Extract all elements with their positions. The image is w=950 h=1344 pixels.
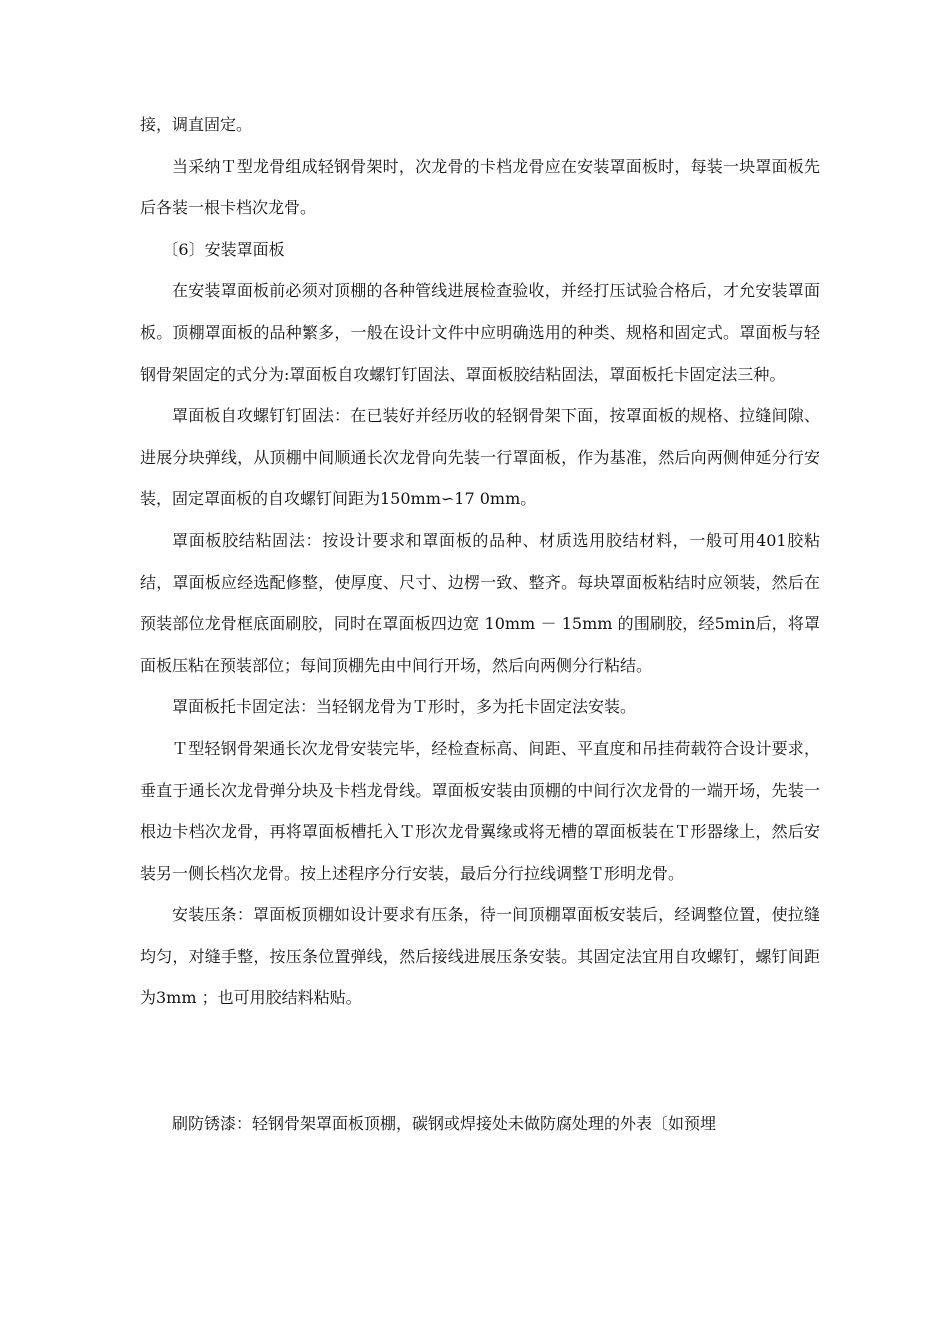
document-body <box>140 104 820 1145</box>
paragraph-t-frame-installation: Ｔ型轻钢骨架通长次龙骨安装完毕，经检查标高、间距、平直度和吊挂荷载符合设计要求，垂直于通长次龙骨弹分块及卡档龙骨线。罩面板安装由顶棚的中间行次龙骨的一端开场，先装一根边卡档次龙骨，再将罩面板槽托入Ｔ形次龙骨翼缘或将无槽的罩面板装在Ｔ形器缘上，然后安装另一侧长档次龙骨。按上述程序分行安装，最后分行拉线调整Ｔ形明龙骨。 <box>140 738 820 883</box>
paragraph-adhesive-method: 罩面板胶结粘固法：按设计要求和罩面板的品种、材质选用胶结材料，一般可用401胶粘结，罩面板应经选配修整，使厚度、尺寸、边楞一致、整齐。每块罩面板粘结时应领装，然后在预装部位龙骨框底面刷胶，同时在罩面板四边宽 10mm － 15mm 的围刷胶，经5min后，将罩面板压粘在预装部位；每间顶棚先由中间行开场，然后向两侧分行粘结。 <box>140 530 820 675</box>
section-heading-install-panels: 〔6〕安装罩面板 <box>162 239 285 259</box>
paragraph-spacer <box>140 1019 820 1103</box>
paragraph-pressure-strip: 安装压条：罩面板顶棚如设计要求有压条，待一间顶棚罩面板安装后，经调整位置，使拉缝均匀，对缝手整，按压条位置弹线，然后接线进展压条安装。其固定法宜用自攻螺钉，螺钉间距为3mm ；也可用胶结料粘贴。 <box>140 905 820 1008</box>
paragraph-t-keel-note: 当采纳Ｔ型龙骨组成轻钢骨架时，次龙骨的卡档龙骨应在安装罩面板时，每装一块罩面板先后各装一根卡档次龙骨。 <box>140 156 820 218</box>
paragraph-clip-method: 罩面板托卡固定法：当轻钢龙骨为Ｔ形时，多为托卡固定法安装。 <box>172 697 637 717</box>
paragraph-pre-install-inspection: 在安装罩面板前必须对顶棚的各种管线进展检查验收，并经打压试验合格后，才允安装罩面板。顶棚罩面板的品种繁多，一般在设计文件中应明确选用的种类、规格和固定式。罩面板与轻钢骨架固定的式分为:罩面板自攻螺钉钉固法、罩面板胶结粘固法，罩面板托卡固定法三种。 <box>140 281 820 384</box>
paragraph-anti-rust-paint: 刷防锈漆：轻钢骨架罩面板顶棚，碳钢或焊接处未做防腐处理的外表〔如预埋 <box>172 1114 717 1134</box>
paragraph-screw-fixing-method: 罩面板自攻螺钉钉固法：在已装好并经历收的轻钢骨架下面，按罩面板的规格、拉缝间隙、进展分块弹线，从顶棚中间顺通长次龙骨向先装一行罩面板，作为基准，然后向两侧伸延分行安装，固定罩面板的自攻螺钉间距为150mm∽17 0mm。 <box>140 406 820 509</box>
paragraph-continuation: 接，调直固定。 <box>140 115 253 134</box>
